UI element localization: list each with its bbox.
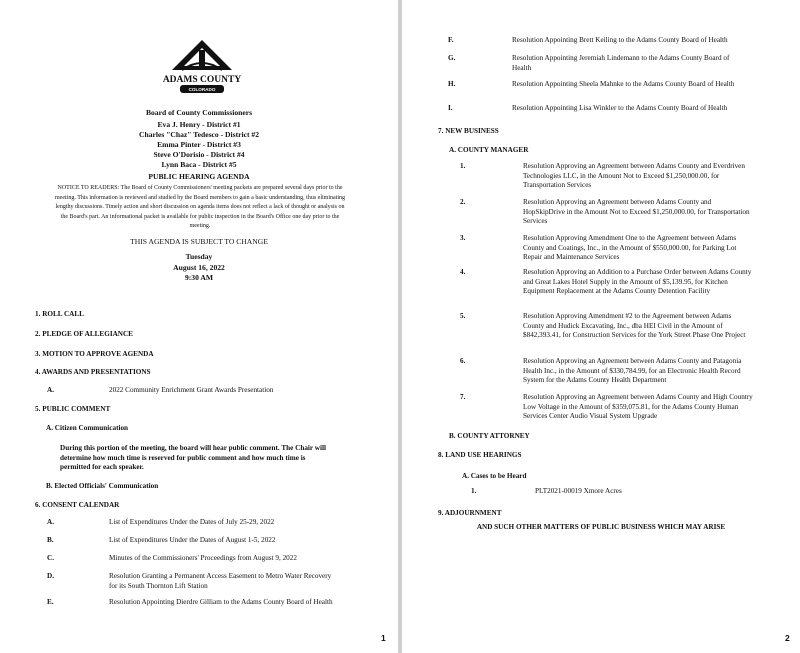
nb-num-2: 2. bbox=[460, 198, 466, 206]
consent-item-c: Minutes of the Commissioners' Proceedings from August 9, 2022 bbox=[109, 554, 297, 562]
awards-letter: A. bbox=[47, 386, 54, 394]
nb-num-3: 3. bbox=[460, 234, 466, 242]
member-4: Steve O'Dorisio - District #4 bbox=[153, 150, 245, 159]
section-pledge: 2. PLEDGE OF ALLEGIANCE bbox=[35, 330, 133, 338]
nb-item-5: Resolution Approving Amendment #2 to the Agreement between Adams County and Hudick Excavating, Inc., dba HEI Civil in the Amount of $842,393.41, for Construction Services for the York Street Phase One Project bbox=[523, 312, 746, 339]
section-motion: 3. MOTION TO APPROVE AGENDA bbox=[35, 350, 154, 358]
section-adjournment: 9. ADJOURNMENT bbox=[438, 509, 502, 517]
consent-letter-c: C. bbox=[47, 554, 54, 562]
agenda-page-2 bbox=[402, 0, 800, 653]
nb-item-7: Resolution Approving an Agreement between Adams County and High Country Low Voltage in the Amount of $359,075.81, for the Adams County Human Services Center Audio Visual System Upgrade bbox=[523, 393, 753, 420]
page-number-2: 2 bbox=[785, 633, 790, 643]
section-public-comment: 5. PUBLIC COMMENT bbox=[35, 405, 111, 413]
consent-letter-i: I. bbox=[448, 104, 453, 112]
land-use-item-1: PLT2021-00019 Xmore Acres bbox=[535, 487, 622, 495]
agenda-title: PUBLIC HEARING AGENDA bbox=[148, 172, 250, 181]
county-attorney-heading: B. COUNTY ATTORNEY bbox=[449, 432, 530, 440]
closing-statement: AND SUCH OTHER MATTERS OF PUBLIC BUSINESS WHICH MAY ARISE bbox=[476, 523, 726, 531]
consent-letter-e: E. bbox=[47, 598, 54, 606]
consent-item-b: List of Expenditures Under the Dates of August 1-5, 2022 bbox=[109, 536, 276, 544]
consent-item-d: Resolution Granting a Permanent Access Easement to Metro Water Recovery for its South Thornton Lift Station bbox=[109, 572, 332, 590]
consent-letter-a: A. bbox=[47, 518, 54, 526]
land-use-num-1: 1. bbox=[471, 487, 477, 495]
meeting-time: 9:30 AM bbox=[184, 273, 214, 282]
nb-item-1: Resolution Approving an Agreement between Adams County and Everdriven Technologies LLC, in the Amount Not to Exceed $1,250,000.00, for Transportation Services bbox=[523, 162, 745, 189]
member-1: Eva J. Henry - District #1 bbox=[157, 120, 241, 129]
subject-to-change: THIS AGENDA IS SUBJECT TO CHANGE bbox=[130, 237, 268, 246]
section-awards: 4. AWARDS AND PRESENTATIONS bbox=[35, 368, 151, 376]
awards-item: 2022 Community Enrichment Grant Awards Presentation bbox=[109, 386, 274, 394]
section-roll-call: 1. ROLL CALL bbox=[35, 310, 84, 318]
notice-text: NOTICE TO READERS: The Board of County Commissioners' meeting packets are prepared several days prior to the meeting. This information is reviewed and studied by the Board members to gain a basic understanding, thus eliminating lengthy discussions. Timely action and short discussion on agenda items does not reflect a lack of thought or analysis on the Board's part. An informational packet is available for public inspection in the Board's Office one day prior to the meeting. bbox=[55, 185, 345, 229]
citizen-communication: A. Citizen Communication bbox=[46, 424, 129, 432]
adams-county-logo bbox=[160, 36, 244, 96]
consent-letter-d: D. bbox=[47, 572, 54, 580]
consent-item-f: Resolution Appointing Brett Keiling to the Adams County Board of Health bbox=[512, 36, 728, 44]
nb-item-6: Resolution Approving an Agreement between Adams County and Patagonia Health Inc., in the Amount of $330,784.99, for an Electronic Health Record System for the Adams County Health Department bbox=[523, 357, 742, 384]
svg-text:ADAMS COUNTY: ADAMS COUNTY bbox=[162, 75, 242, 85]
public-comment-note: During this portion of the meeting, the board will hear public comment. The Chair will determine how much time is reserved for public comment and how much time is permitted for each speaker. bbox=[60, 444, 326, 471]
nb-num-4: 4. bbox=[460, 268, 466, 276]
consent-item-i: Resolution Appointing Lisa Winkler to the Adams County Board of Health bbox=[512, 104, 728, 112]
svg-text:COLORADO: COLORADO bbox=[188, 87, 216, 92]
nb-num-5: 5. bbox=[460, 312, 466, 320]
agenda-page-1 bbox=[0, 0, 398, 653]
elected-officials-communication: B. Elected Officials' Communication bbox=[46, 482, 159, 490]
page-number-1: 1 bbox=[381, 633, 386, 643]
consent-letter-g: G. bbox=[448, 54, 456, 62]
member-5: Lynn Baca - District #5 bbox=[161, 160, 237, 169]
section-land-use: 8. LAND USE HEARINGS bbox=[438, 451, 522, 459]
nb-num-1: 1. bbox=[460, 162, 466, 170]
nb-num-7: 7. bbox=[460, 393, 466, 401]
nb-item-2: Resolution Approving an Agreement between Adams County and HopSkipDrive in the Amount Not to Exceed $1,250,000.00, for Transportation Services bbox=[523, 198, 750, 225]
section-consent-calendar: 6. CONSENT CALENDAR bbox=[35, 501, 120, 509]
cases-heading: A. Cases to be Heard bbox=[462, 472, 527, 480]
consent-letter-b: B. bbox=[47, 536, 54, 544]
county-manager-heading: A. COUNTY MANAGER bbox=[449, 146, 529, 154]
member-3: Emma Pinter - District #3 bbox=[157, 140, 241, 149]
nb-item-3: Resolution Approving Amendment One to the Agreement between Adams County and Coatings, Inc., in the Amount of $550,000.00, for Parking Lot Repair and Maintenance Services bbox=[523, 234, 737, 261]
nb-item-4: Resolution Approving an Addition to a Purchase Order between Adams County and Great Lakes Hotel Supply in the Amount of $5,139.95, for Kitchen Equipment Replacement at the Adams County Detention Facility bbox=[523, 268, 752, 295]
section-new-business: 7. NEW BUSINESS bbox=[438, 127, 499, 135]
nb-num-6: 6. bbox=[460, 357, 466, 365]
consent-letter-h: H. bbox=[448, 80, 456, 88]
meeting-day: Tuesday bbox=[185, 252, 213, 261]
consent-item-g: Resolution Appointing Jeremiah Lindemann to the Adams County Board of Health bbox=[512, 54, 730, 72]
meeting-date: August 16, 2022 bbox=[173, 263, 225, 272]
consent-item-e: Resolution Appointing Dierdre Gilliam to the Adams County Board of Health bbox=[109, 598, 333, 606]
consent-item-h: Resolution Appointing Sheela Mahnke to the Adams County Board of Health bbox=[512, 80, 735, 88]
consent-item-a: List of Expenditures Under the Dates of July 25-29, 2022 bbox=[109, 518, 275, 526]
board-title: Board of County Commissioners bbox=[145, 108, 253, 117]
member-2: Charles "Chaz" Tedesco - District #2 bbox=[138, 130, 259, 139]
consent-letter-f: F. bbox=[448, 36, 454, 44]
